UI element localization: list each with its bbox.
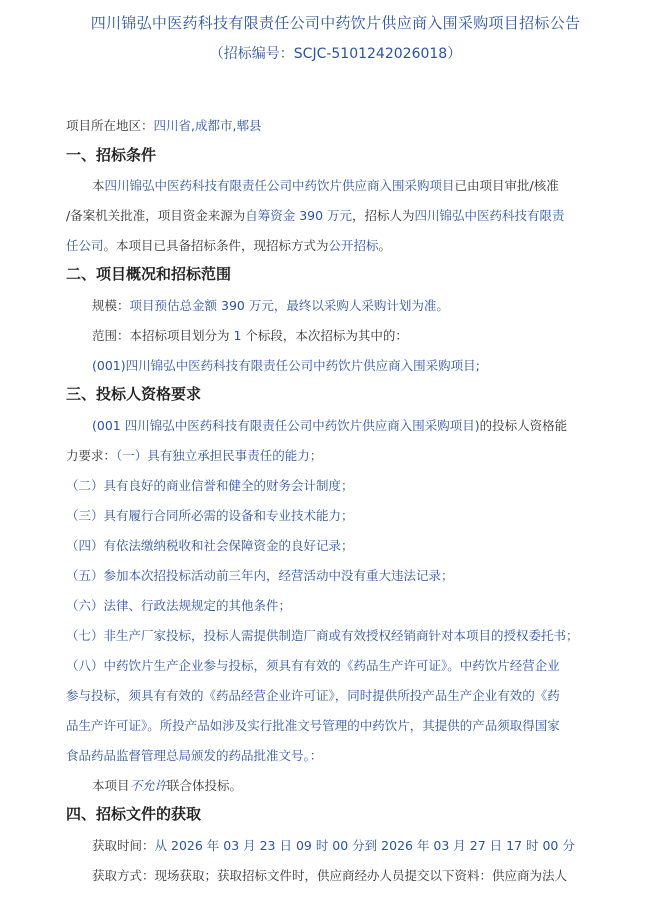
s3-para-2 <box>66 446 322 464</box>
requirement-6: （六）法律、行政法规规定的其他条件； <box>66 598 292 613</box>
requirement-3: （三）具有履行合同所必需的设备和专业技术能力； <box>66 508 354 523</box>
time-label: 获取时间： <box>92 838 155 853</box>
text: 。本项目已具备招标条件，现招标方式为 <box>103 238 329 253</box>
requirement-4: （四）有依法缴纳税收和社会保障资金的良好记录； <box>66 538 354 553</box>
tender-method: 公开招标 <box>328 238 379 253</box>
text: 。 <box>378 238 392 253</box>
joint-bid-line <box>92 776 242 794</box>
s2-lot: (001)四川锦弘中医药科技有限责任公司中药饮片供应商入围采购项目; <box>92 358 480 373</box>
s3-para-1 <box>92 416 567 434</box>
text: 已由项目审批/核准 <box>454 178 559 193</box>
location-value: 四川省,成都市,郫县 <box>153 118 262 133</box>
text: 力要求： <box>66 448 117 463</box>
scale-value: 项目预估总金额 390 万元，最终以采购人采购计划为准。 <box>129 298 449 313</box>
text: /备案机关批准，项目资金来源为 <box>66 208 246 223</box>
section-heading-4: 四、招标文件的获取 <box>66 805 202 823</box>
time-value: 从 2026 年 03 月 23 日 09 时 00 分到 2026 年 03 月 27 日 17 时 00 分 <box>154 838 575 853</box>
lot-reference: (001 四川锦弘中医药科技有限责任公司中药饮片供应商入围采购项目) <box>92 418 480 433</box>
s1-line-1 <box>92 176 559 194</box>
text: 个标段，本次招标为其中的： <box>241 328 408 343</box>
page-title: 四川锦弘中医药科技有限责任公司中药饮片供应商入围采购项目招标公告 <box>90 14 581 32</box>
tenderer-name-end: 任公司 <box>66 238 104 253</box>
text: ，招标人为 <box>352 208 415 223</box>
requirement-8-line-1: （八）中药饮片生产企业参与投标，须具有有效的《药品生产许可证》。中药饮片经营企业 <box>66 658 560 673</box>
location-label: 项目所在地区： <box>66 118 154 133</box>
tender-code: （招标编号：SCJC-5101242026018） <box>209 46 462 62</box>
funding-source: 自筹资金 390 万元 <box>245 208 353 223</box>
text: 的投标人资格能 <box>479 418 568 433</box>
joint-bid-status: 不允许 <box>129 778 168 793</box>
project-name: 四川锦弘中医药科技有限责任公司中药饮片供应商入围采购项目 <box>104 178 455 193</box>
requirement-1: （一）具有独立承担民事责任的能力； <box>116 448 323 463</box>
text: 范围：本招标项目划分为 <box>92 328 234 343</box>
section-heading-1: 一、招标条件 <box>66 146 157 164</box>
requirement-8-line-4: 食品药品监督管理总局颁发的药品批准文号。： <box>66 748 323 763</box>
tenderer-name: 四川锦弘中医药科技有限责 <box>414 208 565 223</box>
s2-range <box>92 326 408 344</box>
scale-label: 规模： <box>92 298 130 313</box>
text: 本 <box>92 178 105 193</box>
s4-time <box>92 836 575 854</box>
requirement-2: （二）具有良好的商业信誉和健全的财务会计制度； <box>66 478 354 493</box>
lot-count: 1 <box>233 328 242 343</box>
requirement-7: （七）非生产厂家投标，投标人需提供制造厂商或有效授权经销商针对本项目的授权委托书； <box>66 628 579 643</box>
text: 联合体投标。 <box>167 778 243 793</box>
text: 本项目 <box>92 778 130 793</box>
s1-line-2 <box>66 206 565 224</box>
requirement-5: （五）参加本次招投标活动前三年内，经营活动中没有重大违法记录； <box>66 568 454 583</box>
s4-method: 获取方式：现场获取；获取招标文件时，供应商经办人员提交以下资料：供应商为法人 <box>92 868 568 883</box>
s1-line-3 <box>66 236 391 254</box>
project-location <box>66 116 261 134</box>
section-heading-3: 三、投标人资格要求 <box>66 385 202 403</box>
s2-scale <box>92 296 449 314</box>
requirement-8-line-2: 参与投标，须具有有效的《药品经营企业许可证》，同时提供所投产品生产企业有效的《药 <box>66 688 560 703</box>
section-heading-2: 二、项目概况和招标范围 <box>66 265 232 283</box>
requirement-8-line-3: 品生产许可证》。所投产品如涉及实行批准文号管理的中药饮片，其提供的产品须取得国家 <box>66 718 560 733</box>
